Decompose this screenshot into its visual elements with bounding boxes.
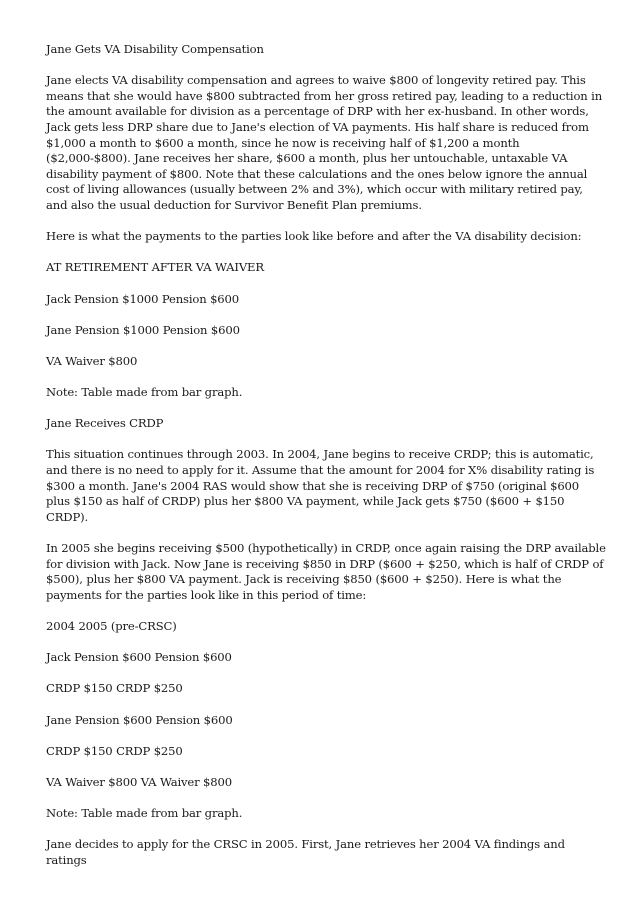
table-row-jack-crdp: CRDP $150 CRDP $250 xyxy=(46,681,183,696)
table-row-jane-pension: Jane Pension $600 Pension $600 xyxy=(46,712,233,727)
table-row-va-waiver-2: VA Waiver $800 VA Waiver $800 xyxy=(46,774,232,789)
document-body xyxy=(46,42,606,884)
table-header-years: 2004 2005 (pre-CRSC) xyxy=(46,618,177,633)
section-heading-crdp: Jane Receives CRDP xyxy=(46,416,164,431)
paragraph-crsc-apply: Jane decides to apply for the CRSC in 2005. First, Jane retrieves her 2004 VA findings and ratings xyxy=(46,837,565,867)
paragraph-va-election: Jane elects VA disability compensation and agrees to waive $800 of longevity retired pay. This means that she would have $800 subtracted from her gross retired pay, leading to a reduction in the amount available for division as a percentage of DRP with her ex-husband. In other words, Jack gets less DRP share due to Jane's election of VA payments. His half share is reduced from $1,000 a month to $600 a month, since he now is receiving half of $1,200 a month ($2,000-$800). Jane receives her share, $600 a month, plus her untouchable, untaxable VA disability payment of $800. Note that these calculations and the ones below ignore the annual cost of living allowances (usually between 2% and 3%), which occur with military retired pay, and also the usual deduction for Survivor Benefit Plan premiums. xyxy=(46,73,603,212)
section-heading-va-compensation: Jane Gets VA Disability Compensation xyxy=(46,42,264,56)
paragraph-crdp-2005: In 2005 she begins receiving $500 (hypothetically) in CRDP, once again raising the DRP available for division with Jack. Now Jane is receiving $850 in DRP ($600 + $250, which is half of CRDP of $500), plus her $800 VA payment. Jack is receiving $850 ($600 + $250). Here is what the payments for the parties look like in this period of time: xyxy=(46,541,606,602)
table-row-jack: Jack Pension $1000 Pension $600 xyxy=(46,291,239,306)
paragraph-payments-intro: Here is what the payments to the parties look like before and after the VA disability decision: xyxy=(46,229,582,244)
paragraph-crdp-2004: This situation continues through 2003. In 2004, Jane begins to receive CRDP; this is automatic, and there is no need to apply for it. Assume that the amount for 2004 for X% disability rating is $300 a month. Jane's 2004 RAS would show that she is receiving DRP of $750 (original $600 plus $150 as half of CRDP) plus her $800 VA payment, while Jack gets $750 ($600 + $150 CRDP). xyxy=(46,447,595,524)
table-note: Note: Table made from bar graph. xyxy=(46,385,243,400)
table-header-retirement: AT RETIREMENT AFTER VA WAIVER xyxy=(46,260,264,275)
table-row-jane-crdp: CRDP $150 CRDP $250 xyxy=(46,743,183,758)
table-row-va-waiver: VA Waiver $800 xyxy=(46,353,138,368)
table-row-jack-pension: Jack Pension $600 Pension $600 xyxy=(46,650,232,665)
table-note-2: Note: Table made from bar graph. xyxy=(46,806,243,821)
table-row-jane: Jane Pension $1000 Pension $600 xyxy=(46,322,240,337)
